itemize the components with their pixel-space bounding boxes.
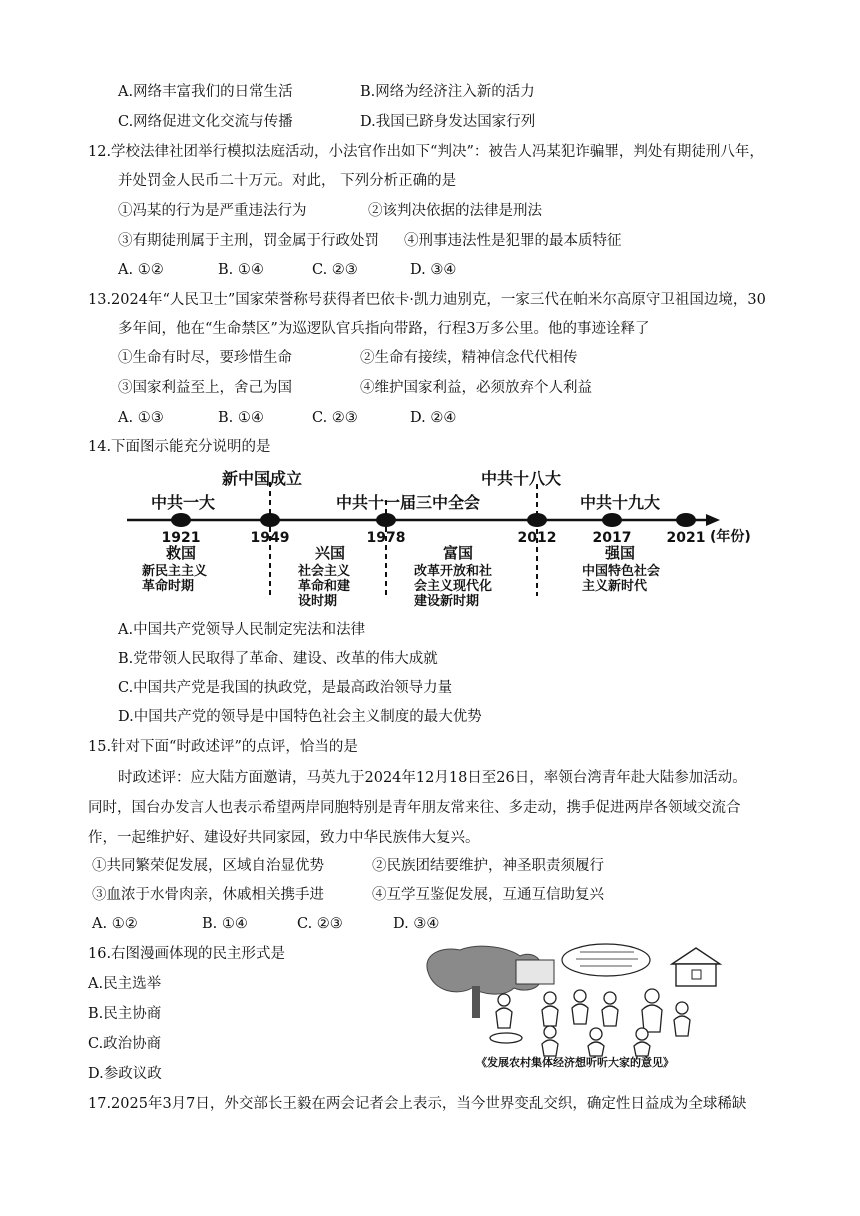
q12-statement-2: ②该判决依据的法律是刑法 <box>368 203 542 219</box>
period-1-line2: 革命时期 <box>142 579 195 594</box>
q13-option-b: B. ①④ <box>218 410 264 426</box>
label-11th-3rd-plenum: 中共十一届三中全会 <box>335 493 481 512</box>
period-2-line1: 社会主义 <box>298 564 351 579</box>
q15-option-b: B. ①④ <box>202 916 248 932</box>
q15-statement-4: ④互学互鉴促发展，互通互信助复兴 <box>372 887 604 903</box>
q16-option-d: D.参政议政 <box>88 1066 162 1082</box>
q15-passage-line1: 时政述评：应大陆方面邀请，马英九于2024年12月18日至26日，率领台湾青年赴大陆参加活动。 <box>118 770 747 786</box>
q13-option-d: D. ②④ <box>410 410 457 426</box>
label-18th-congress: 中共十八大 <box>480 469 562 488</box>
house-left <box>516 960 554 984</box>
q14-stem: 14.下面图示能充分说明的是 <box>88 439 271 455</box>
person-7 <box>590 1028 602 1040</box>
q15-statement-1: ①共同繁荣促发展，区域自治显优势 <box>92 858 324 874</box>
q11-option-a: A.网络丰富我们的日常生活 <box>118 84 293 100</box>
q12-option-d: D. ③④ <box>410 262 457 278</box>
q15-passage-line3: 作，一起维护好、建设好共同家园，致力中华民族伟大复兴。 <box>88 830 480 846</box>
period-2-line3: 设时期 <box>298 594 338 609</box>
person-speaker <box>645 989 659 1003</box>
q12-option-c: C. ②③ <box>312 262 358 278</box>
q15-statement-3: ③血浓于水骨肉亲，休戚相关携手进 <box>92 887 324 903</box>
year-1978: 1978 <box>366 530 406 546</box>
stage-xingguo: 兴国 <box>314 544 346 562</box>
label-19th-congress: 中共十九大 <box>579 493 661 512</box>
year-1949: 1949 <box>250 530 290 546</box>
q14-option-c: C.中国共产党是我国的执政党，是最高政治领导力量 <box>118 680 453 696</box>
q17-stem-line1: 17.2025年3月7日，外交部长王毅在两会记者会上表示，当今世界变乱交织，确定性日益成为全球稀缺 <box>88 1096 747 1112</box>
person-5 <box>676 1002 688 1014</box>
stage-qiangguo: 强国 <box>604 544 636 562</box>
q16-option-a: A.民主选举 <box>88 976 162 992</box>
person-8 <box>636 1028 648 1040</box>
q11-option-b: B.网络为经济注入新的活力 <box>360 84 535 100</box>
stage-jiuguo: 救国 <box>165 544 197 562</box>
q12-statement-3: ③有期徒刑属于主刑，罚金属于行政处罚 <box>118 233 379 249</box>
period-3-line1: 改革开放和社 <box>414 564 493 579</box>
period-1-line1: 新民主主义 <box>142 564 208 579</box>
person-1 <box>498 994 510 1006</box>
tree-trunk <box>472 986 480 1018</box>
q15-statement-2: ②民族团结要维护，神圣职责须履行 <box>372 858 604 874</box>
person-3 <box>574 990 586 1002</box>
q12-statement-4: ④刑事违法性是犯罪的最本质特征 <box>404 233 622 249</box>
q13-stem-line1: 13.2024年“人民卫士”国家荣誉称号获得者巴依卡·凯力迪别克，一家三代在帕米尔高原守卫祖国边境，30 <box>88 292 766 308</box>
label-1st-congress: 中共一大 <box>150 493 216 512</box>
q12-option-a: A. ①② <box>118 262 164 278</box>
node-1921 <box>171 513 191 527</box>
node-1949 <box>260 513 280 527</box>
house-right-roof <box>672 948 720 964</box>
house-right <box>676 964 716 986</box>
q12-stem-line1: 12.学校法律社团举行模拟法庭活动，小法官作出如下“判决”：被告人冯某犯诈骗罪，判处有期徒刑八年， <box>88 144 764 160</box>
year-1921: 1921 <box>161 530 201 546</box>
cartoon-caption: 《发展农村集体经济想听听大家的意见》 <box>476 1056 674 1069</box>
q13-statement-1: ①生命有时尽，要珍惜生命 <box>118 350 292 366</box>
node-1978 <box>376 513 396 527</box>
q12-statement-1: ①冯某的行为是严重违法行为 <box>118 203 307 219</box>
timeline-arrow <box>706 514 720 526</box>
year-2017: 2017 <box>592 530 632 546</box>
year-2012: 2012 <box>517 530 557 546</box>
speech-bubble <box>562 944 650 976</box>
year-2021: 2021 <box>666 530 706 546</box>
q14-option-d: D.中国共产党的领导是中国特色社会主义制度的最大优势 <box>118 709 482 725</box>
cartoon-village-meeting <box>420 942 730 1072</box>
period-4-line1: 中国特色社会 <box>582 564 661 579</box>
person-6 <box>544 1026 556 1038</box>
q15-passage-line2: 同时，国台办发言人也表示希望两岸同胞特别是青年朋友常来往、多走动，携手促进两岸各领域交流合 <box>88 800 741 816</box>
q13-stem-line2: 多年间，他在“生命禁区”为巡逻队官兵指向带路，行程3万多公里。他的事迹诠释了 <box>118 321 650 337</box>
q15-option-c: C. ②③ <box>297 916 343 932</box>
q13-statement-3: ③国家利益至上，舍己为国 <box>118 380 292 396</box>
q16-stem: 16.右图漫画体现的民主形式是 <box>88 946 286 962</box>
q11-option-d: D.我国已跻身发达国家行列 <box>360 114 536 130</box>
period-4-line2: 主义新时代 <box>582 579 648 594</box>
q15-option-d: D. ③④ <box>393 916 440 932</box>
node-2017 <box>602 513 622 527</box>
q14-option-b: B.党带领人民取得了革命、建设、改革的伟大成就 <box>118 651 438 667</box>
q11-option-c: C.网络促进文化交流与传播 <box>118 114 293 130</box>
person-4 <box>604 992 616 1004</box>
person-2 <box>544 992 556 1004</box>
q15-stem: 15.针对下面“时政述评”的点评，恰当的是 <box>88 739 358 755</box>
q16-option-b: B.民主协商 <box>88 1006 162 1022</box>
q14-option-a: A.中国共产党领导人民制定宪法和法律 <box>118 622 366 638</box>
q16-option-c: C.政治协商 <box>88 1036 162 1052</box>
period-2-line2: 革命和建 <box>298 579 351 594</box>
node-2021 <box>676 513 696 527</box>
period-3-line3: 建设新时期 <box>414 594 480 609</box>
q13-option-a: A. ①③ <box>118 410 164 426</box>
q12-option-b: B. ①④ <box>218 262 264 278</box>
node-2012 <box>527 513 547 527</box>
low-table <box>490 1033 522 1043</box>
stage-fuguo: 富国 <box>442 544 474 562</box>
period-3-line2: 会主义现代化 <box>414 579 493 594</box>
q13-option-c: C. ②③ <box>312 410 358 426</box>
label-new-china: 新中国成立 <box>221 469 303 488</box>
q13-statement-2: ②生命有接续，精神信念代代相传 <box>360 350 578 366</box>
timeline-diagram <box>0 460 860 620</box>
q12-stem-line2: 并处罚金人民币二十万元。对此， 下列分析正确的是 <box>118 173 457 189</box>
year-unit: (年份) <box>710 529 751 545</box>
q13-statement-4: ④维护国家利益，必须放弃个人利益 <box>360 380 592 396</box>
q15-option-a: A. ①② <box>92 916 138 932</box>
